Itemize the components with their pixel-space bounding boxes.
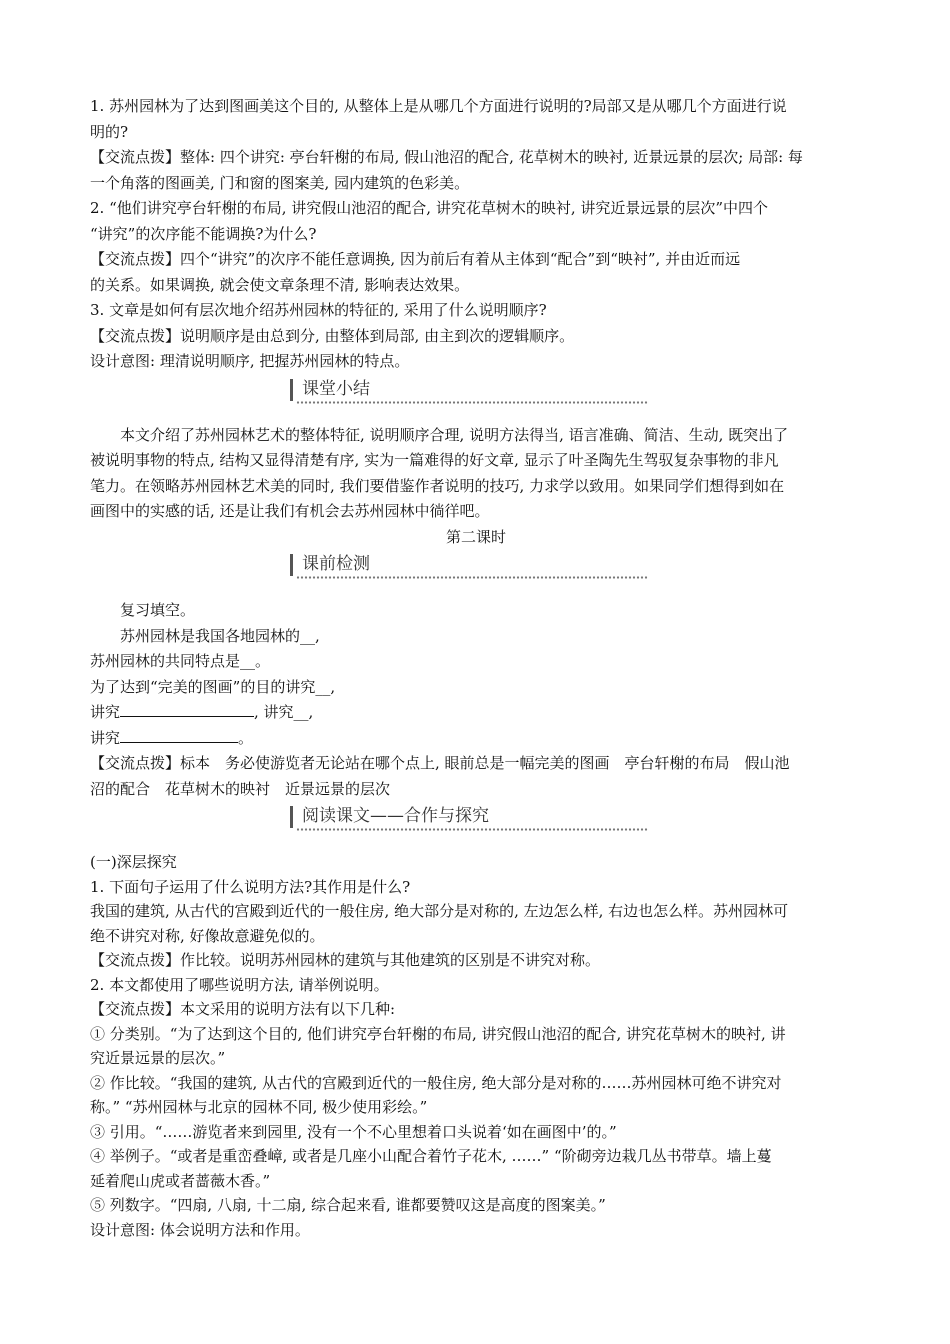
answer-3: 【交流点拨】说明顺序是由总到分, 由整体到局部, 由主到次的逻辑顺序。 — [90, 326, 575, 345]
question-1: 1. 苏州园林为了达到图画美这个目的, 从整体上是从哪几个方面进行说明的?局部又是从哪几个方面进行说 明的? — [90, 97, 787, 141]
method-comparison: ② 作比较。“我国的建筑, 从古代的宫殿到近代的一般住房, 绝大部分是对称的……苏州园林可绝不讲究对 称。” “苏州园林与北京的园林不同, 极少使用彩绘。” — [90, 1073, 782, 1116]
reading-subheading: (一)深层探究 — [90, 853, 177, 871]
precheck-answer: 【交流点拨】标本 务必使游览者无论站在哪个点上, 眼前总是一幅完美的图画 亭台轩榭的布局 假山池 沼的配合 花草树木的映衬 近景远景的层次 — [90, 754, 790, 798]
banner-precheck — [290, 552, 650, 582]
question-3: 3. 文章是如何有层次地介绍苏州园林的特征的, 采用了什么说明顺序? — [90, 301, 547, 319]
precheck-line-3: 为了达到“完美的图画”的目的讲究__, — [90, 677, 336, 696]
banner-dotted-line — [296, 575, 648, 580]
answer-1: 【交流点拨】整体: 四个讲究: 亭台轩榭的布局, 假山池沼的配合, 花草树木的映衬, 近景远景的层次; 局部: 每 一个角落的图画美, 门和窗的图案美, 园内建筑的色彩美。 — [90, 148, 803, 192]
banner-dotted-line — [296, 400, 648, 405]
precheck-line-1: 苏州园林是我国各地园林的__, — [120, 626, 320, 645]
summary-paragraph: 本文介绍了苏州园林艺术的整体特征, 说明顺序合理, 说明方法得当, 语言准确、简洁、生动, 既突出了 被说明事物的特点, 结构又显得清楚有序, 实为一篇难得的好文章, 显示了叶圣陶先生驾驭复杂事物的非凡 笔力。在领略苏州园林艺术美的同时, 我们要借鉴作者说明的技巧, 力求学以致用。如果同学们想得到如在 画图中的实感的话, 还是让我们有机会去苏州园林中徜徉吧。 — [90, 425, 789, 520]
method-citation: ③ 引用。“……游览者来到园里, 没有一个不心里想着口头说着‘如在画图中’的。” — [90, 1122, 617, 1141]
method-classification: ① 分类别。“为了达到这个目的, 他们讲究亭台轩榭的布局, 讲究假山池沼的配合, 讲究花草树木的映衬, 讲 究近景远景的层次。” — [90, 1024, 786, 1067]
banner-title: 课堂小结 — [302, 378, 370, 399]
banner-bar — [290, 806, 293, 828]
fill-blank — [120, 742, 238, 743]
banner-bar — [290, 379, 293, 401]
document-page — [90, 94, 862, 1242]
banner-reading — [290, 804, 650, 834]
precheck-line-4: 讲究 , 讲究__, — [90, 703, 314, 721]
banner-dotted-line — [296, 827, 648, 832]
banner-bar — [290, 554, 293, 576]
reading-answer-1: 【交流点拨】作比较。说明苏州园林的建筑与其他建筑的区别是不讲究对称。 — [90, 951, 601, 969]
banner-title: 阅读课文——合作与探究 — [302, 806, 489, 826]
banner-class-summary — [290, 377, 650, 407]
reading-quote-1: 我国的建筑, 从古代的宫殿到近代的一般住房, 绝大部分是对称的, 左边怎么样, 右边也怎么样。苏州园林可 绝不讲究对称, 好像故意避免似的。 — [90, 902, 789, 945]
design-intent-1: 设计意图: 理清说明顺序, 把握苏州园林的特点。 — [90, 352, 410, 370]
precheck-line-5: 讲究 。 — [90, 728, 254, 747]
precheck-intro: 复习填空。 — [120, 601, 196, 619]
reading-question-1: 1. 下面句子运用了什么说明方法?其作用是什么? — [90, 877, 411, 896]
answer-2: 【交流点拨】四个“讲究”的次序不能任意调换, 因为前后有着从主体到“配合”到“映衬”, 并由近而远 的关系。如果调换, 就会使文章条理不清, 影响表达效果。 — [90, 250, 741, 294]
lesson-2-title: 第二课时 — [445, 527, 506, 546]
method-example: ④ 举例子。“或者是重峦叠嶂, 或者是几座小山配合着竹子花木, ……” “阶砌旁边栽几丛书带草。墙上蔓 延着爬山虎或者蔷薇木香。” — [90, 1147, 772, 1190]
reading-answer-2: 【交流点拨】本文采用的说明方法有以下几种: — [90, 1000, 396, 1018]
design-intent-2: 设计意图: 体会说明方法和作用。 — [90, 1220, 310, 1239]
fill-blank — [120, 716, 254, 717]
reading-question-2: 2. 本文都使用了哪些说明方法, 请举例说明。 — [90, 975, 389, 994]
question-2: 2. “他们讲究亭台轩榭的布局, 讲究假山池沼的配合, 讲究花草树木的映衬, 讲究近景远景的层次”中四个 “讲究”的次序能不能调换?为什么? — [90, 199, 769, 243]
banner-title: 课前检测 — [302, 554, 370, 574]
method-numbers: ⑤ 列数字。“四扇, 八扇, 十二扇, 综合起来看, 谁都要赞叹这是高度的图案美。” — [90, 1196, 606, 1214]
precheck-line-2: 苏州园林的共同特点是__。 — [90, 652, 271, 670]
